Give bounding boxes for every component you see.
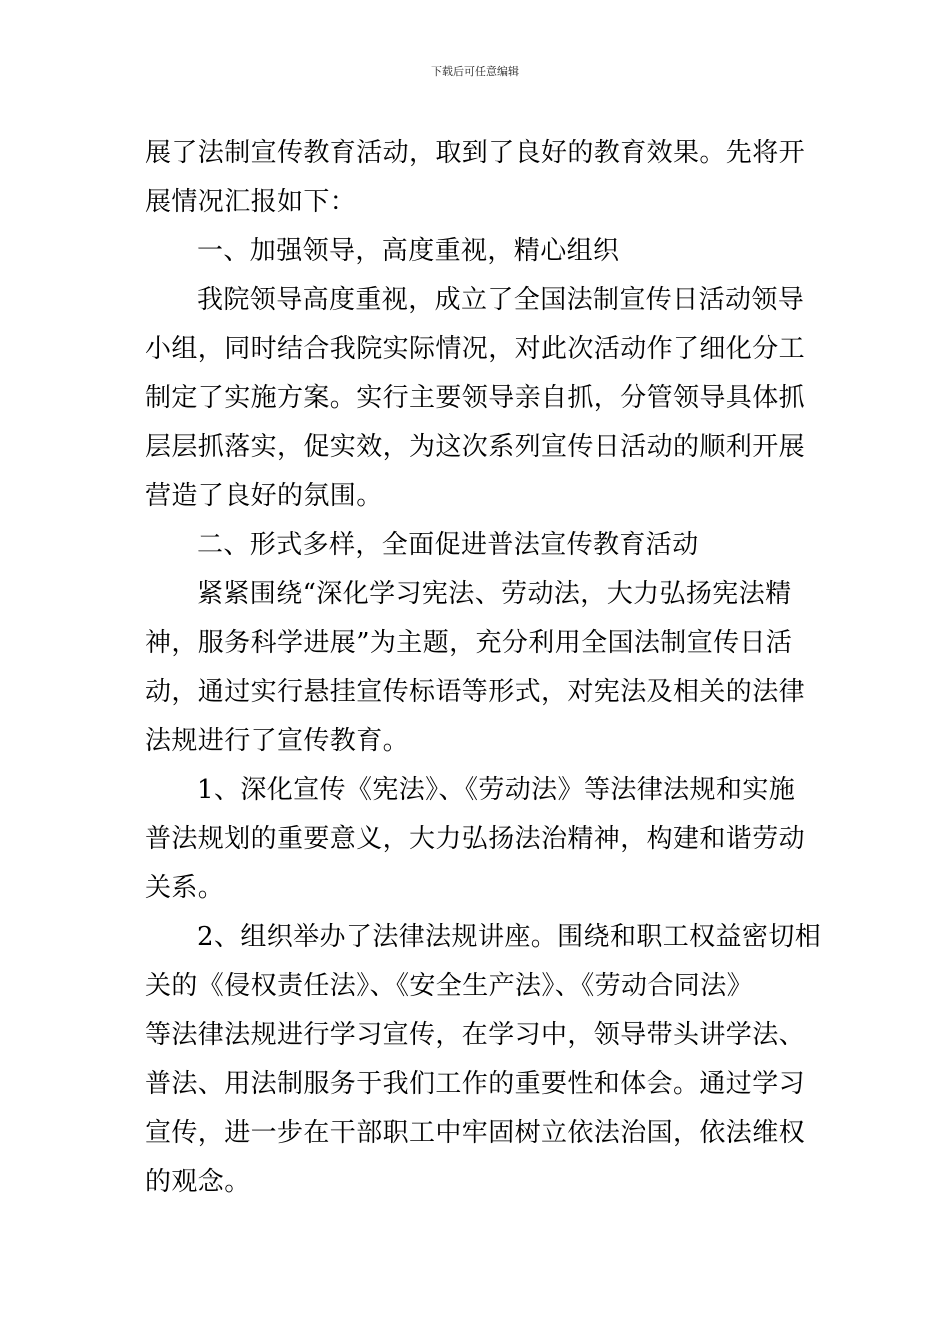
text-line: 1、深化宣传《宪法》、《劳动法》等法律法规和实施 [197, 775, 796, 805]
text-line: 紧紧围绕“深化学习宪法、劳动法，大力弘扬宪法精 [197, 579, 792, 609]
text-line: 普法、用法制服务于我们工作的重要性和体会。通过学习 [145, 1069, 806, 1099]
text-line: 一、加强领导，高度重视，精心组织 [197, 236, 620, 266]
text-line: 营造了良好的氛围。 [145, 481, 383, 511]
text-line: 宣传，进一步在干部职工中牢固树立依法治国，依法维权 [145, 1118, 806, 1148]
text-line: 神，服务科学进展”为主题，充分利用全国法制宣传日活 [145, 628, 793, 658]
text-line: 展情况汇报如下： [145, 187, 357, 217]
text-line: 关的《侵权责任法》、《安全生产法》、《劳动合同法》 [145, 971, 754, 1001]
text-line: 2、组织举办了法律法规讲座。围绕和职工权益密切相 [197, 922, 822, 952]
text-line: 的观念。 [145, 1167, 251, 1197]
text-line: 普法规划的重要意义，大力弘扬法治精神，构建和谐劳动 [145, 824, 806, 854]
text-line: 二、形式多样，全面促进普法宣传教育活动 [197, 530, 699, 560]
text-line: 动，通过实行悬挂宣传标语等形式，对宪法及相关的法律 [145, 677, 806, 707]
text-line: 我院领导高度重视，成立了全国法制宣传日活动领导 [197, 285, 805, 315]
text-line: 层层抓落实，促实效，为这次系列宣传日活动的顺利开展 [145, 432, 806, 462]
header-note: 下载后可任意编辑 [431, 65, 519, 78]
text-line: 关系。 [145, 873, 225, 903]
text-line: 等法律法规进行学习宣传，在学习中，领导带头讲学法、 [145, 1020, 806, 1050]
text-line: 制定了实施方案。实行主要领导亲自抓，分管领导具体抓 [145, 383, 806, 413]
document-body [145, 129, 822, 1207]
text-line: 小组，同时结合我院实际情况，对此次活动作了细化分工 [145, 334, 806, 364]
text-line: 法规进行了宣传教育。 [145, 726, 410, 756]
text-line: 展了法制宣传教育活动，取到了良好的教育效果。先将开 [145, 138, 806, 168]
